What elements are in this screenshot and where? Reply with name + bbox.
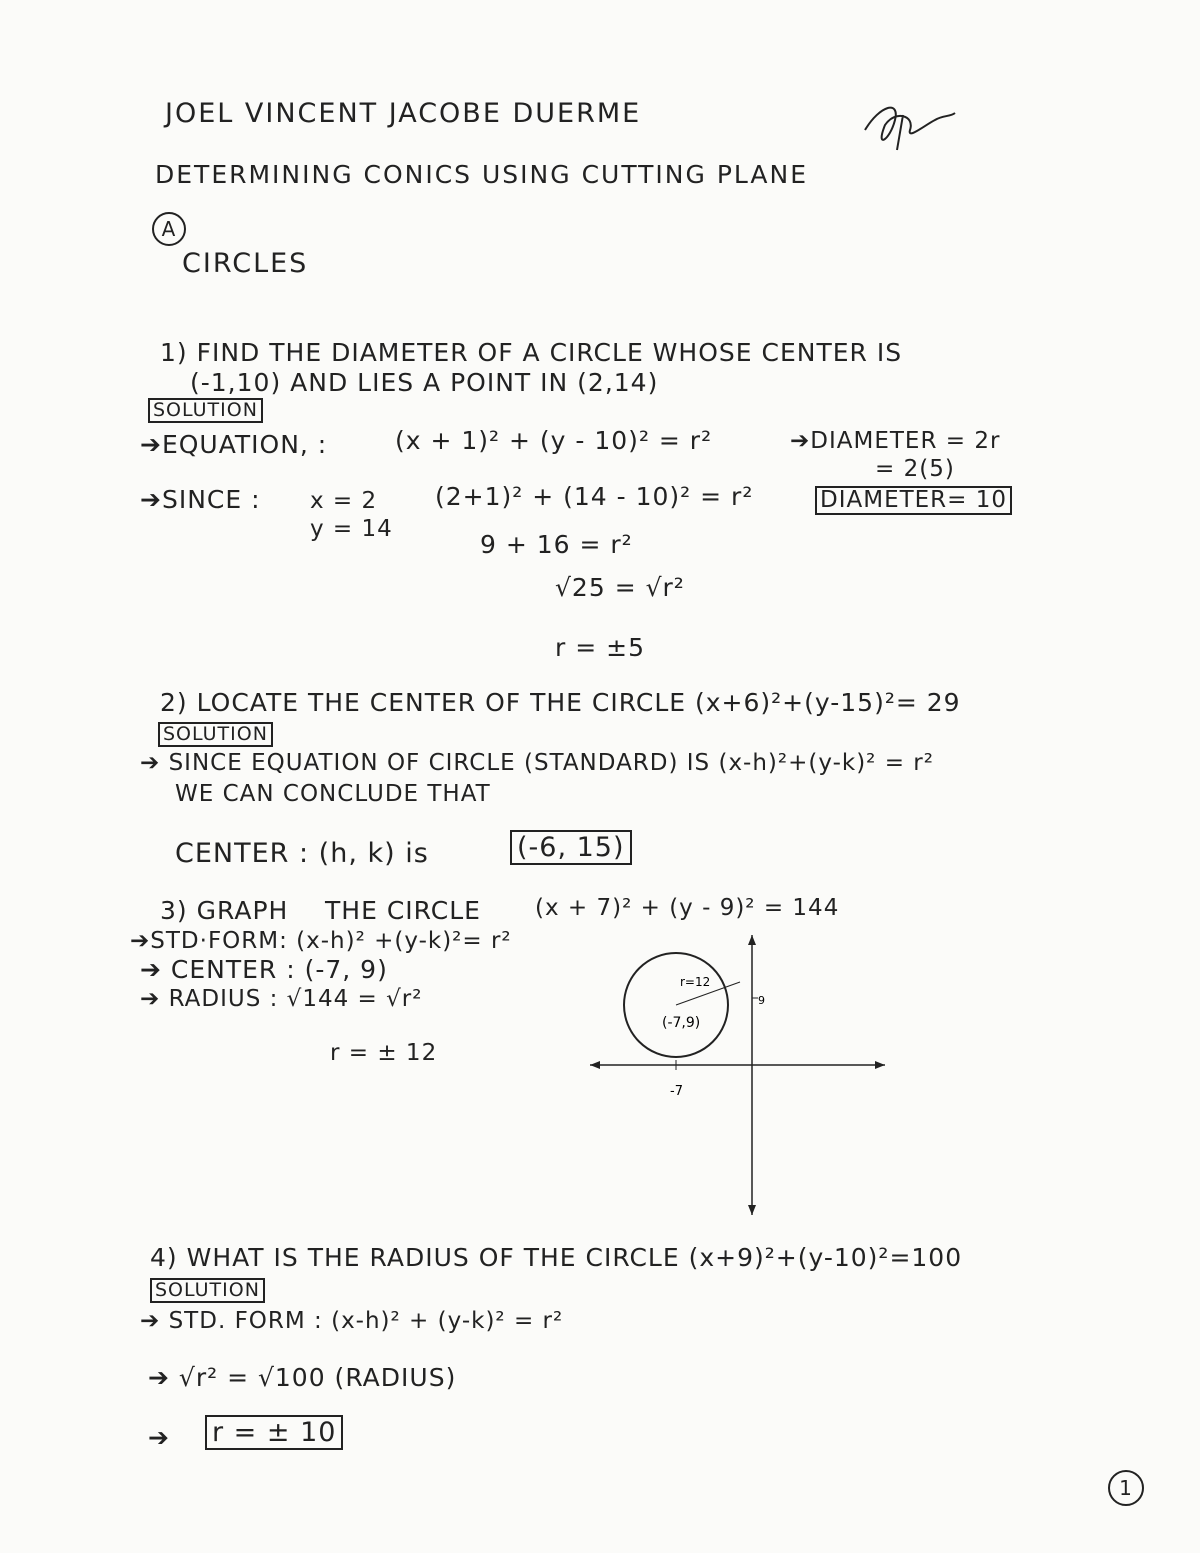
- graph-center-label: (-7,9): [662, 1015, 701, 1031]
- problem-1-diameter-formula: ➔DIAMETER = 2r: [790, 428, 1001, 454]
- section-title: CIRCLES: [182, 248, 309, 279]
- signature: [855, 95, 965, 155]
- problem-1-solution-label: SOLUTION: [148, 398, 263, 423]
- problem-2-center-value: (-6, 15): [510, 830, 632, 865]
- problem-2-solution-label: SOLUTION: [158, 722, 273, 747]
- problem-3-r-result: r = ± 12: [330, 1040, 438, 1066]
- problem-3-std-form: ➔STD·FORM: (x-h)² +(y-k)²= r²: [130, 928, 512, 954]
- problem-1-y-value: y = 14: [310, 516, 393, 542]
- problem-4-solution-label: SOLUTION: [150, 1278, 265, 1303]
- problem-3-radius: ➔ RADIUS : √144 = √r²: [140, 986, 423, 1012]
- problem-2-question: 2) LOCATE THE CENTER OF THE CIRCLE (x+6)²+(y-15)²= 29: [160, 688, 961, 717]
- problem-4-question: 4) WHAT IS THE RADIUS OF THE CIRCLE (x+9)²+(y-10)²=100: [150, 1243, 963, 1272]
- graph-radius-label: r=12: [680, 975, 711, 989]
- problem-4-radius-line: ➔ √r² = √100 (RADIUS): [148, 1363, 457, 1392]
- problem-3-equation: (x + 7)² + (y - 9)² = 144: [535, 895, 840, 921]
- graph-y-tick-label: 9: [758, 994, 765, 1007]
- problem-3-text: THE CIRCLE: [325, 896, 481, 925]
- problem-1-since-label: ➔SINCE :: [140, 485, 261, 514]
- problem-1-sqrt: √25 = √r²: [555, 573, 685, 602]
- problem-2-line1: ➔ SINCE EQUATION OF CIRCLE (STANDARD) IS (x-h)²+(y-k)² = r²: [140, 750, 934, 776]
- problem-1-diameter-sub: = 2(5): [875, 456, 955, 482]
- problem-1-equation-label: ➔EQUATION, :: [140, 430, 328, 459]
- problem-1-sum: 9 + 16 = r²: [480, 530, 633, 559]
- problem-1-question-line1: 1) FIND THE DIAMETER OF A CIRCLE WHOSE CENTER IS: [160, 338, 903, 367]
- problem-1-x-value: x = 2: [310, 488, 378, 514]
- problem-4-std-form: ➔ STD. FORM : (x-h)² + (y-k)² = r²: [140, 1308, 564, 1334]
- problem-3-prefix: 3) GRAPH: [160, 896, 289, 925]
- student-name: JOEL VINCENT JACOBE DUERME: [165, 98, 642, 129]
- problem-1-question-line2: (-1,10) AND LIES A POINT IN (2,14): [190, 368, 659, 397]
- document-title: DETERMINING CONICS USING CUTTING PLANE: [155, 160, 808, 189]
- problem-4-final-answer: r = ± 10: [205, 1415, 343, 1450]
- x-axis-arrow-right: [875, 1061, 885, 1069]
- graph-x-tick-label: -7: [670, 1084, 683, 1099]
- problem-1-diameter-final: DIAMETER= 10: [815, 486, 1012, 515]
- page-number-marker: [1108, 1470, 1144, 1506]
- circle-graph: [580, 930, 900, 1230]
- section-marker: [152, 212, 186, 246]
- x-axis-arrow-left: [590, 1061, 600, 1069]
- page-number: 1: [1108, 1470, 1144, 1506]
- problem-4-arrow: ➔: [148, 1423, 170, 1452]
- problem-1-equation: (x + 1)² + (y - 10)² = r²: [395, 426, 713, 455]
- problem-3-center: ➔ CENTER : (-7, 9): [140, 955, 388, 984]
- problem-2-center-label: CENTER : (h, k) is: [175, 838, 429, 869]
- section-letter: A: [152, 212, 186, 246]
- problem-2-line2: WE CAN CONCLUDE THAT: [175, 781, 491, 807]
- problem-1-r-result: r = ±5: [555, 633, 645, 662]
- y-axis-arrow-down: [748, 1205, 756, 1215]
- y-axis-arrow-up: [748, 935, 756, 945]
- problem-1-substitution: (2+1)² + (14 - 10)² = r²: [435, 482, 754, 511]
